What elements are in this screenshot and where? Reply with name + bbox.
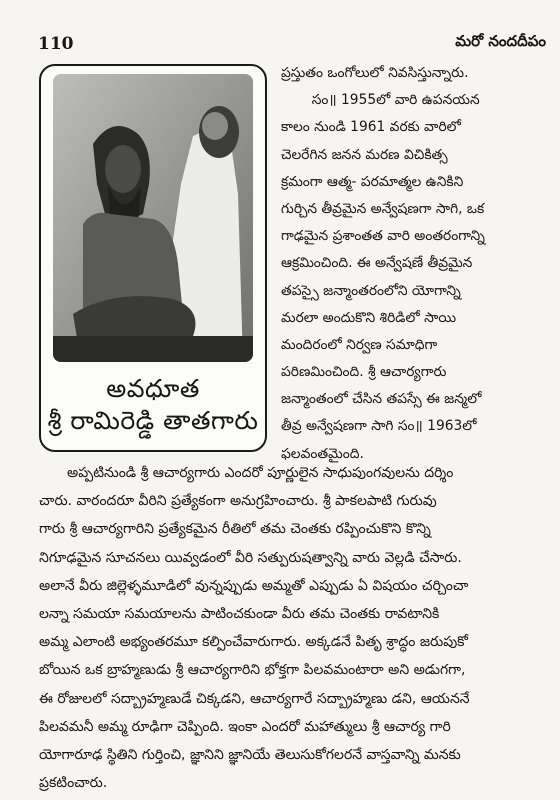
- text-line: ప్రకటించారు.: [39, 775, 108, 792]
- text-line: ప్రస్తుతం ఒంగోలులో నివసిస్తున్నారు.: [281, 65, 469, 81]
- text-line: గారు శ్రీ ఆచార్యగారిని ప్రత్యేకమైన రీతిలో తమ చెంతకు రప్పించుకొని కొన్ని: [39, 521, 431, 538]
- text-line: అమ్మ ఎలాంటి అభ్యంతరమూ కల్పించేవారుగారు. అక్కడనే పితృ శ్రాద్ధం జరుపుకో: [39, 634, 468, 651]
- text-line: క్రమంగా ఆత్మ- పరమాత్మల ఉనికిని: [281, 173, 464, 190]
- text-line: ఆక్రమించింది. ఈ అన్వేషణే తీవ్రమైన: [281, 255, 473, 272]
- photo-caption-name: శ్రీ రామిరెడ్డి తాతగారు: [47, 406, 259, 435]
- book-title: మరో నందదీపం: [455, 32, 546, 50]
- text-line: ఫలవంతమైంది.: [281, 445, 364, 462]
- page-header: [0, 0, 560, 56]
- text-line: లన్నా సమయా సమయాలను పాటించకుండా వీరు తమ చెంతకు రావటానికి: [39, 605, 440, 622]
- text-line: బోయిన ఒక బ్రాహ్మణుడు శ్రీ ఆచార్యగారిని భోక్తగా పిలవమంటారా అని అడుగగా,: [39, 662, 466, 679]
- text-line: అలానే వీరు జిల్లెళ్ళమూడిలో వున్నప్పుడు అమ్మతో ఎప్పుడు ఏ విషయం చర్చించా: [39, 577, 469, 594]
- text-line: మరలా అందుకొని శిరిడిలో సాయి: [281, 309, 457, 326]
- photo-figure: [39, 64, 267, 452]
- text-line: పరిణమించింది. శ్రీ ఆచార్యగారు: [281, 364, 447, 381]
- text-line: తీవ్ర అన్వేషణగా సాగి సం॥ 1963లో: [281, 418, 477, 435]
- text-line: చారు. వారందరూ వీరిని ప్రత్యేకంగా అనుగ్రహించారు. శ్రీ పాకలపాటి గురువు: [39, 493, 437, 510]
- portrait-photo: [53, 74, 253, 362]
- text-line: కాలం నుండి 1961 వరకు వారిలో: [281, 119, 461, 136]
- photo-caption-title: అవధూత: [106, 374, 200, 403]
- page-number: 110: [38, 34, 74, 54]
- text-line: గాఢమైన ప్రశాంతత వారి అంతరంగాన్ని: [281, 228, 485, 245]
- text-line: తపస్సై జన్మాంతరంలోని యోగాన్ని: [281, 282, 461, 299]
- right-column-text: [281, 60, 543, 468]
- text-line: మందిరంలో నిర్వణ సమాధిగా: [281, 336, 438, 353]
- text-line: సం॥ 1955లో వారి ఉపనయన: [281, 92, 480, 109]
- text-line: పిలవమనీ అమ్మ రూఢిగా చెప్పింది. ఇంకా ఎందరో మహాత్ములు శ్రీ ఆచార్య గారి: [39, 718, 451, 735]
- text-line: ఈ రోజులలో సద్బ్రాహ్మణుడే చిక్కడని, ఆచార్యగారే సద్బ్రాహ్మణు డని, ఆయననే: [39, 690, 470, 707]
- text-line: నిగూఢమైన సూచనలు యివ్వడంలో వీరి సత్పురుషత్వాన్ని వారు వెల్లడి చేసారు.: [39, 549, 462, 566]
- text-line: యోగారూఢ స్థితిని గుర్తించి, జ్ఞానిని జ్ఞానియే తెలుసుకోగలరనే వాస్తవాన్ని మనకు: [39, 746, 461, 763]
- text-line: గుర్చిన తీవ్రమైన అన్వేషణగా సాగి, ఒక: [281, 200, 485, 217]
- text-line: జన్మాంతంలో చేసిన తపస్సే ఈ జన్మలో: [281, 391, 482, 408]
- text-line: అప్పటినుండి శ్రీ ఆచార్యగారు ఎందరో పూర్ణులైన సాధుపుంగవులను దర్శిం: [67, 465, 454, 481]
- text-line: చెలరేగిన జనన మరణ విచికిత్స: [281, 146, 448, 163]
- portrait-photo-illustration: [53, 74, 253, 362]
- full-width-text: [39, 459, 545, 797]
